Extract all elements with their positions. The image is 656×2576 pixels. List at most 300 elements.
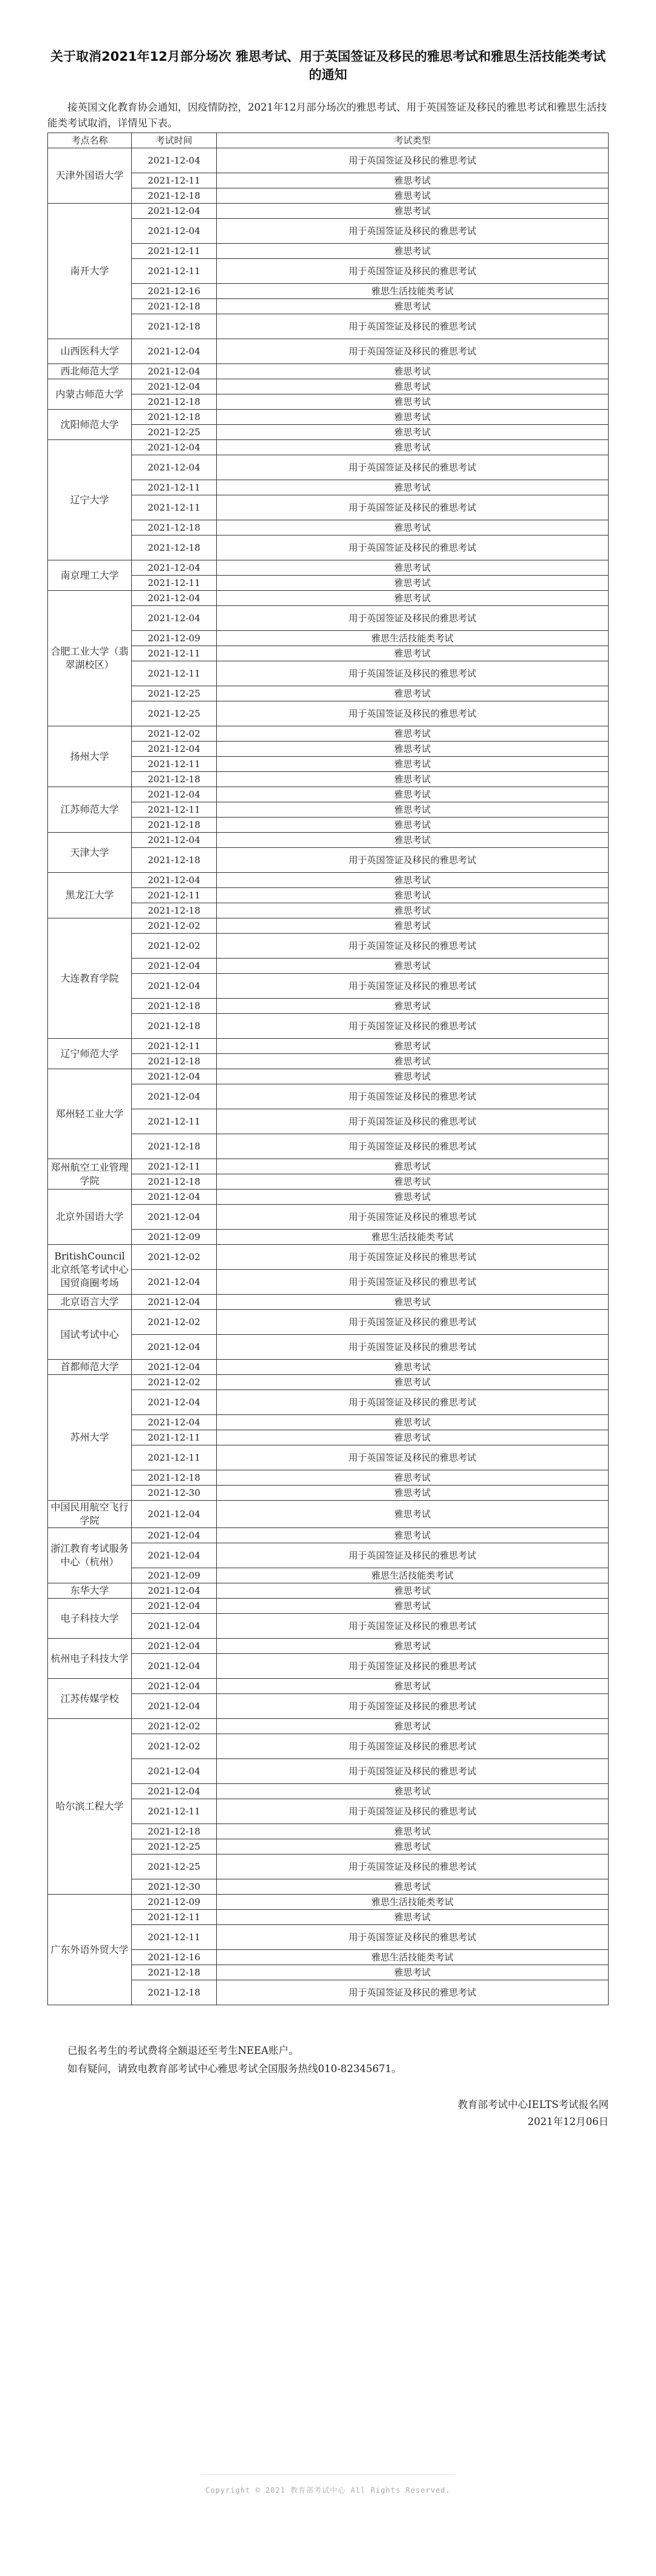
intro-paragraph: 接英国文化教育协会通知，因疫情防控，2021年12月部分场次的雅思考试、用于英国签证及移民的雅思考试和雅思生活技能类考试取消，详情见下表。: [47, 102, 607, 129]
type-cell: 雅思生活技能类考试: [217, 1950, 609, 1965]
table-row: [48, 1486, 609, 1501]
table-row: [48, 339, 609, 364]
table-row: [48, 379, 609, 394]
table-row: [48, 1895, 609, 1910]
type-cell: 雅思生活技能类考试: [217, 284, 609, 299]
date-cell: 2021-12-04: [132, 1528, 217, 1543]
date-cell: 2021-12-04: [132, 1295, 217, 1310]
type-cell: 用于英国签证及移民的雅思考试: [217, 455, 609, 480]
type-cell: 雅思考试: [217, 1360, 609, 1375]
table-row: [48, 818, 609, 833]
table-row: [48, 455, 609, 480]
table-row: [48, 244, 609, 259]
date-cell: 2021-12-04: [132, 959, 217, 974]
type-cell: 用于英国签证及移民的雅思考试: [217, 1109, 609, 1134]
type-cell: 雅思生活技能类考试: [217, 1568, 609, 1583]
date-cell: 2021-12-04: [132, 1583, 217, 1599]
table-row: [48, 1719, 609, 1734]
type-cell: 雅思考试: [217, 1784, 609, 1799]
table-row: [48, 999, 609, 1014]
type-cell: 用于英国签证及移民的雅思考试: [217, 339, 609, 364]
date-cell: 2021-12-16: [132, 284, 217, 299]
type-cell: 雅思考试: [217, 1719, 609, 1734]
date-cell: 2021-12-04: [132, 1205, 217, 1230]
type-cell: 雅思考试: [217, 520, 609, 536]
table-row: [48, 606, 609, 631]
header-site: 考点名称: [48, 133, 132, 148]
table-row: [48, 787, 609, 802]
table-row: [48, 873, 609, 888]
site-name-cell: 山西医科大学: [48, 339, 132, 364]
table-row: [48, 1839, 609, 1855]
site-name-cell: 合肥工业大学（翡翠湖校区）: [48, 591, 132, 726]
site-name-cell: 辽宁大学: [48, 440, 132, 560]
type-cell: 雅思考试: [217, 903, 609, 918]
type-cell: 用于英国签证及移民的雅思考试: [217, 314, 609, 339]
table-row: [48, 1134, 609, 1159]
table-row: [48, 148, 609, 173]
table-row: [48, 848, 609, 873]
date-cell: 2021-12-04: [132, 1614, 217, 1639]
date-cell: 2021-12-04: [132, 1784, 217, 1799]
table-row: [48, 686, 609, 701]
site-name-cell: 辽宁师范大学: [48, 1039, 132, 1069]
type-cell: 用于英国签证及移民的雅思考试: [217, 1694, 609, 1719]
type-cell: 用于英国签证及移民的雅思考试: [217, 1445, 609, 1470]
type-cell: 用于英国签证及移民的雅思考试: [217, 495, 609, 520]
type-cell: 雅思考试: [217, 1583, 609, 1599]
site-name-cell: 内蒙古师范大学: [48, 379, 132, 410]
table-row: [48, 1245, 609, 1270]
date-cell: 2021-12-04: [132, 1270, 217, 1295]
site-name-cell: 首都师范大学: [48, 1360, 132, 1375]
site-name-cell: 哈尔滨工程大学: [48, 1719, 132, 1895]
table-row: [48, 1543, 609, 1568]
date-cell: 2021-12-04: [132, 219, 217, 244]
date-cell: 2021-12-25: [132, 686, 217, 701]
type-cell: 雅思考试: [217, 1501, 609, 1528]
type-cell: 雅思考试: [217, 394, 609, 410]
type-cell: 用于英国签证及移民的雅思考试: [217, 1980, 609, 2005]
type-cell: 雅思考试: [217, 173, 609, 188]
table-row: [48, 1054, 609, 1069]
date-cell: 2021-12-11: [132, 646, 217, 661]
type-cell: 雅思考试: [217, 1054, 609, 1069]
table-row: [48, 1270, 609, 1295]
type-cell: 雅思考试: [217, 833, 609, 848]
table-row: [48, 440, 609, 455]
site-name-cell: 中国民用航空飞行学院: [48, 1501, 132, 1528]
type-cell: 雅思考试: [217, 918, 609, 934]
table-row: [48, 918, 609, 934]
type-cell: 雅思考试: [217, 787, 609, 802]
date-cell: 2021-12-11: [132, 480, 217, 495]
date-cell: 2021-12-04: [132, 873, 217, 888]
type-cell: 用于英国签证及移民的雅思考试: [217, 1654, 609, 1679]
header-type: 考试类型: [217, 133, 609, 148]
type-cell: 用于英国签证及移民的雅思考试: [217, 1759, 609, 1784]
type-cell: 用于英国签证及移民的雅思考试: [217, 934, 609, 959]
date-cell: 2021-12-11: [132, 173, 217, 188]
date-cell: 2021-12-18: [132, 394, 217, 410]
type-cell: 用于英国签证及移民的雅思考试: [217, 1925, 609, 1950]
date-cell: 2021-12-09: [132, 1895, 217, 1910]
table-row: [48, 888, 609, 903]
table-row: [48, 1679, 609, 1694]
table-row: [48, 314, 609, 339]
table-row: [48, 1568, 609, 1583]
date-cell: 2021-12-16: [132, 1950, 217, 1965]
type-cell: 雅思考试: [217, 379, 609, 394]
date-cell: 2021-12-11: [132, 888, 217, 903]
notice-page: [47, 47, 609, 2130]
notes: [47, 2042, 609, 2078]
table-row: [48, 410, 609, 425]
table-row: [48, 1824, 609, 1839]
date-cell: 2021-12-11: [132, 1799, 217, 1824]
table-row: [48, 1190, 609, 1205]
table-row: [48, 1295, 609, 1310]
site-name-cell: 江苏传媒学校: [48, 1679, 132, 1719]
type-cell: 雅思考试: [217, 440, 609, 455]
table-row: [48, 1639, 609, 1654]
date-cell: 2021-12-11: [132, 1159, 217, 1174]
date-cell: 2021-12-18: [132, 314, 217, 339]
table-row: [48, 1310, 609, 1335]
site-name-cell: 天津大学: [48, 833, 132, 873]
type-cell: 雅思考试: [217, 560, 609, 576]
table-row: [48, 1174, 609, 1190]
date-cell: 2021-12-11: [132, 1445, 217, 1470]
date-cell: 2021-12-18: [132, 188, 217, 204]
table-row: [48, 1069, 609, 1084]
type-cell: 用于英国签证及移民的雅思考试: [217, 1310, 609, 1335]
type-cell: 雅思考试: [217, 742, 609, 757]
type-cell: 雅思考试: [217, 410, 609, 425]
date-cell: 2021-12-11: [132, 1039, 217, 1054]
date-cell: 2021-12-04: [132, 440, 217, 455]
type-cell: 用于英国签证及移民的雅思考试: [217, 606, 609, 631]
site-name-cell: 郑州轻工业大学: [48, 1069, 132, 1159]
table-row: [48, 934, 609, 959]
table-row: [48, 646, 609, 661]
date-cell: 2021-12-04: [132, 742, 217, 757]
type-cell: 雅思考试: [217, 299, 609, 314]
type-cell: 雅思考试: [217, 959, 609, 974]
date-cell: 2021-12-04: [132, 1335, 217, 1360]
table-row: [48, 1360, 609, 1375]
date-cell: 2021-12-18: [132, 1470, 217, 1486]
date-cell: 2021-12-04: [132, 1679, 217, 1694]
table-row: [48, 1694, 609, 1719]
type-cell: 雅思考试: [217, 888, 609, 903]
site-name-cell: 国试考试中心: [48, 1310, 132, 1360]
table-header-row: [48, 133, 609, 148]
table-row: [48, 1445, 609, 1470]
date-cell: 2021-12-04: [132, 339, 217, 364]
type-cell: 雅思考试: [217, 591, 609, 606]
date-cell: 2021-12-04: [132, 1390, 217, 1415]
table-row: [48, 560, 609, 576]
date-cell: 2021-12-04: [132, 1599, 217, 1614]
type-cell: 雅思考试: [217, 999, 609, 1014]
table-row: [48, 1599, 609, 1614]
type-cell: 用于英国签证及移民的雅思考试: [217, 1543, 609, 1568]
date-cell: 2021-12-02: [132, 934, 217, 959]
table-row: [48, 1980, 609, 2005]
type-cell: 雅思生活技能类考试: [217, 1895, 609, 1910]
table-row: [48, 1375, 609, 1390]
type-cell: 雅思考试: [217, 802, 609, 818]
date-cell: 2021-12-11: [132, 495, 217, 520]
date-cell: 2021-12-04: [132, 379, 217, 394]
date-cell: 2021-12-18: [132, 1054, 217, 1069]
signature-org: 教育部考试中心IELTS考试报名网: [457, 2099, 609, 2110]
date-cell: 2021-12-18: [132, 848, 217, 873]
site-name-cell: 苏州大学: [48, 1375, 132, 1501]
date-cell: 2021-12-04: [132, 1415, 217, 1430]
table-row: [48, 1614, 609, 1639]
type-cell: 雅思考试: [217, 188, 609, 204]
table-row: [48, 1335, 609, 1360]
type-cell: 雅思考试: [217, 873, 609, 888]
date-cell: 2021-12-11: [132, 1925, 217, 1950]
table-row: [48, 1230, 609, 1245]
type-cell: 用于英国签证及移民的雅思考试: [217, 219, 609, 244]
type-cell: 用于英国签证及移民的雅思考试: [217, 661, 609, 686]
type-cell: 用于英国签证及移民的雅思考试: [217, 259, 609, 284]
table-row: [48, 802, 609, 818]
table-row: [48, 974, 609, 999]
table-row: [48, 204, 609, 219]
table-row: [48, 1159, 609, 1174]
type-cell: 用于英国签证及移民的雅思考试: [217, 1245, 609, 1270]
table-row: [48, 394, 609, 410]
table-row: [48, 903, 609, 918]
type-cell: 雅思生活技能类考试: [217, 1230, 609, 1245]
site-name-cell: 南京理工大学: [48, 560, 132, 591]
type-cell: 用于英国签证及移民的雅思考试: [217, 1390, 609, 1415]
site-name-cell: 浙江教育考试服务中心（杭州）: [48, 1528, 132, 1583]
type-cell: 雅思考试: [217, 1430, 609, 1445]
site-name-cell: 江苏师范大学: [48, 787, 132, 833]
date-cell: 2021-12-04: [132, 560, 217, 576]
table-row: [48, 364, 609, 379]
type-cell: 雅思考试: [217, 364, 609, 379]
date-cell: 2021-12-18: [132, 1980, 217, 2005]
site-name-cell: 南开大学: [48, 204, 132, 339]
type-cell: 雅思考试: [217, 1679, 609, 1694]
date-cell: 2021-12-18: [132, 520, 217, 536]
type-cell: 雅思考试: [217, 818, 609, 833]
date-cell: 2021-12-04: [132, 455, 217, 480]
type-cell: 雅思考试: [217, 1879, 609, 1895]
site-name-cell: 扬州大学: [48, 726, 132, 787]
table-row: [48, 188, 609, 204]
table-row: [48, 284, 609, 299]
table-row: [48, 1950, 609, 1965]
date-cell: 2021-12-18: [132, 903, 217, 918]
type-cell: 雅思考试: [217, 1415, 609, 1430]
type-cell: 雅思考试: [217, 772, 609, 787]
table-row: [48, 1084, 609, 1109]
type-cell: 用于英国签证及移民的雅思考试: [217, 1855, 609, 1879]
date-cell: 2021-12-04: [132, 148, 217, 173]
date-cell: 2021-12-02: [132, 1375, 217, 1390]
date-cell: 2021-12-11: [132, 244, 217, 259]
date-cell: 2021-12-04: [132, 1501, 217, 1528]
table-row: [48, 1925, 609, 1950]
table-row: [48, 520, 609, 536]
type-cell: 雅思考试: [217, 1965, 609, 1980]
date-cell: 2021-12-09: [132, 1230, 217, 1245]
date-cell: 2021-12-18: [132, 818, 217, 833]
date-cell: 2021-12-04: [132, 787, 217, 802]
date-cell: 2021-12-04: [132, 1694, 217, 1719]
table-row: [48, 661, 609, 686]
table-row: [48, 772, 609, 787]
type-cell: 雅思考试: [217, 425, 609, 440]
date-cell: 2021-12-30: [132, 1486, 217, 1501]
table-row: [48, 591, 609, 606]
type-cell: 雅思考试: [217, 1528, 609, 1543]
table-row: [48, 1855, 609, 1879]
table-row: [48, 1734, 609, 1759]
table-row: [48, 1390, 609, 1415]
table-row: [48, 1501, 609, 1528]
table-row: [48, 259, 609, 284]
table-row: [48, 1205, 609, 1230]
type-cell: 雅思考试: [217, 1190, 609, 1205]
type-cell: 用于英国签证及移民的雅思考试: [217, 1205, 609, 1230]
table-row: [48, 299, 609, 314]
date-cell: 2021-12-11: [132, 1910, 217, 1925]
type-cell: 雅思考试: [217, 646, 609, 661]
date-cell: 2021-12-04: [132, 1360, 217, 1375]
date-cell: 2021-12-11: [132, 576, 217, 591]
site-name-cell: 杭州电子科技大学: [48, 1639, 132, 1679]
site-name-cell: 郑州航空工业管理学院: [48, 1159, 132, 1190]
table-row: [48, 1879, 609, 1895]
table-row: [48, 742, 609, 757]
date-cell: 2021-12-18: [132, 1174, 217, 1190]
date-cell: 2021-12-11: [132, 757, 217, 772]
table-body: [48, 148, 609, 2005]
table-row: [48, 1470, 609, 1486]
date-cell: 2021-12-25: [132, 701, 217, 726]
page-title: 关于取消2021年12月部分场次 雅思考试、用于英国签证及移民的雅思考试和雅思生活技能类考试的通知: [50, 49, 606, 82]
site-name-cell: 广东外语外贸大学: [48, 1895, 132, 2005]
table-row: [48, 1109, 609, 1134]
type-cell: 雅思考试: [217, 726, 609, 742]
type-cell: 雅思考试: [217, 1039, 609, 1054]
date-cell: 2021-12-18: [132, 999, 217, 1014]
type-cell: 雅思考试: [217, 1174, 609, 1190]
table-row: [48, 757, 609, 772]
date-cell: 2021-12-18: [132, 1014, 217, 1039]
table-row: [48, 536, 609, 560]
date-cell: 2021-12-11: [132, 661, 217, 686]
type-cell: 用于英国签证及移民的雅思考试: [217, 1014, 609, 1039]
site-name-cell: 东华大学: [48, 1583, 132, 1599]
header-date: 考试时间: [132, 133, 217, 148]
date-cell: 2021-12-04: [132, 1654, 217, 1679]
table-row: [48, 1039, 609, 1054]
type-cell: 雅思考试: [217, 1910, 609, 1925]
table-row: [48, 173, 609, 188]
type-cell: 用于英国签证及移民的雅思考试: [217, 1270, 609, 1295]
type-cell: 用于英国签证及移民的雅思考试: [217, 536, 609, 560]
date-cell: 2021-12-04: [132, 204, 217, 219]
table-row: [48, 1583, 609, 1599]
type-cell: 用于英国签证及移民的雅思考试: [217, 1734, 609, 1759]
type-cell: 雅思考试: [217, 1295, 609, 1310]
type-cell: 用于英国签证及移民的雅思考试: [217, 1134, 609, 1159]
copyright-footer: Copyright © 2021 教育部考试中心 All Rights Reserved.: [205, 2486, 451, 2495]
date-cell: 2021-12-04: [132, 974, 217, 999]
table-row: [48, 959, 609, 974]
date-cell: 2021-12-18: [132, 1824, 217, 1839]
date-cell: 2021-12-11: [132, 1109, 217, 1134]
type-cell: 用于英国签证及移民的雅思考试: [217, 974, 609, 999]
date-cell: 2021-12-30: [132, 1879, 217, 1895]
type-cell: 用于英国签证及移民的雅思考试: [217, 1335, 609, 1360]
table-row: [48, 833, 609, 848]
date-cell: 2021-12-18: [132, 1134, 217, 1159]
type-cell: 用于英国签证及移民的雅思考试: [217, 701, 609, 726]
type-cell: 雅思考试: [217, 757, 609, 772]
date-cell: 2021-12-04: [132, 591, 217, 606]
type-cell: 雅思考试: [217, 1639, 609, 1654]
date-cell: 2021-12-18: [132, 410, 217, 425]
date-cell: 2021-12-02: [132, 1310, 217, 1335]
date-cell: 2021-12-18: [132, 1965, 217, 1980]
type-cell: 用于英国签证及移民的雅思考试: [217, 848, 609, 873]
site-name-cell: 黑龙江大学: [48, 873, 132, 918]
table-row: [48, 1654, 609, 1679]
type-cell: 用于英国签证及移民的雅思考试: [217, 148, 609, 173]
table-row: [48, 701, 609, 726]
date-cell: 2021-12-04: [132, 833, 217, 848]
table-row: [48, 1965, 609, 1980]
table-row: [48, 1784, 609, 1799]
date-cell: 2021-12-25: [132, 1855, 217, 1879]
date-cell: 2021-12-11: [132, 1430, 217, 1445]
date-cell: 2021-12-04: [132, 1069, 217, 1084]
type-cell: 雅思考试: [217, 1824, 609, 1839]
date-cell: 2021-12-04: [132, 1084, 217, 1109]
date-cell: 2021-12-25: [132, 1839, 217, 1855]
date-cell: 2021-12-11: [132, 802, 217, 818]
table-row: [48, 631, 609, 646]
site-name-cell: 沈阳师范大学: [48, 410, 132, 440]
type-cell: 雅思考试: [217, 1470, 609, 1486]
type-cell: 用于英国签证及移民的雅思考试: [217, 1799, 609, 1824]
date-cell: 2021-12-09: [132, 1568, 217, 1583]
table-row: [48, 1910, 609, 1925]
table-row: [48, 1415, 609, 1430]
date-cell: 2021-12-04: [132, 1759, 217, 1784]
date-cell: 2021-12-18: [132, 772, 217, 787]
date-cell: 2021-12-18: [132, 536, 217, 560]
table-row: [48, 1528, 609, 1543]
type-cell: 雅思考试: [217, 1839, 609, 1855]
type-cell: 雅思考试: [217, 686, 609, 701]
date-cell: 2021-12-04: [132, 1190, 217, 1205]
site-name-cell: 大连教育学院: [48, 918, 132, 1039]
date-cell: 2021-12-02: [132, 1245, 217, 1270]
type-cell: 雅思考试: [217, 1159, 609, 1174]
